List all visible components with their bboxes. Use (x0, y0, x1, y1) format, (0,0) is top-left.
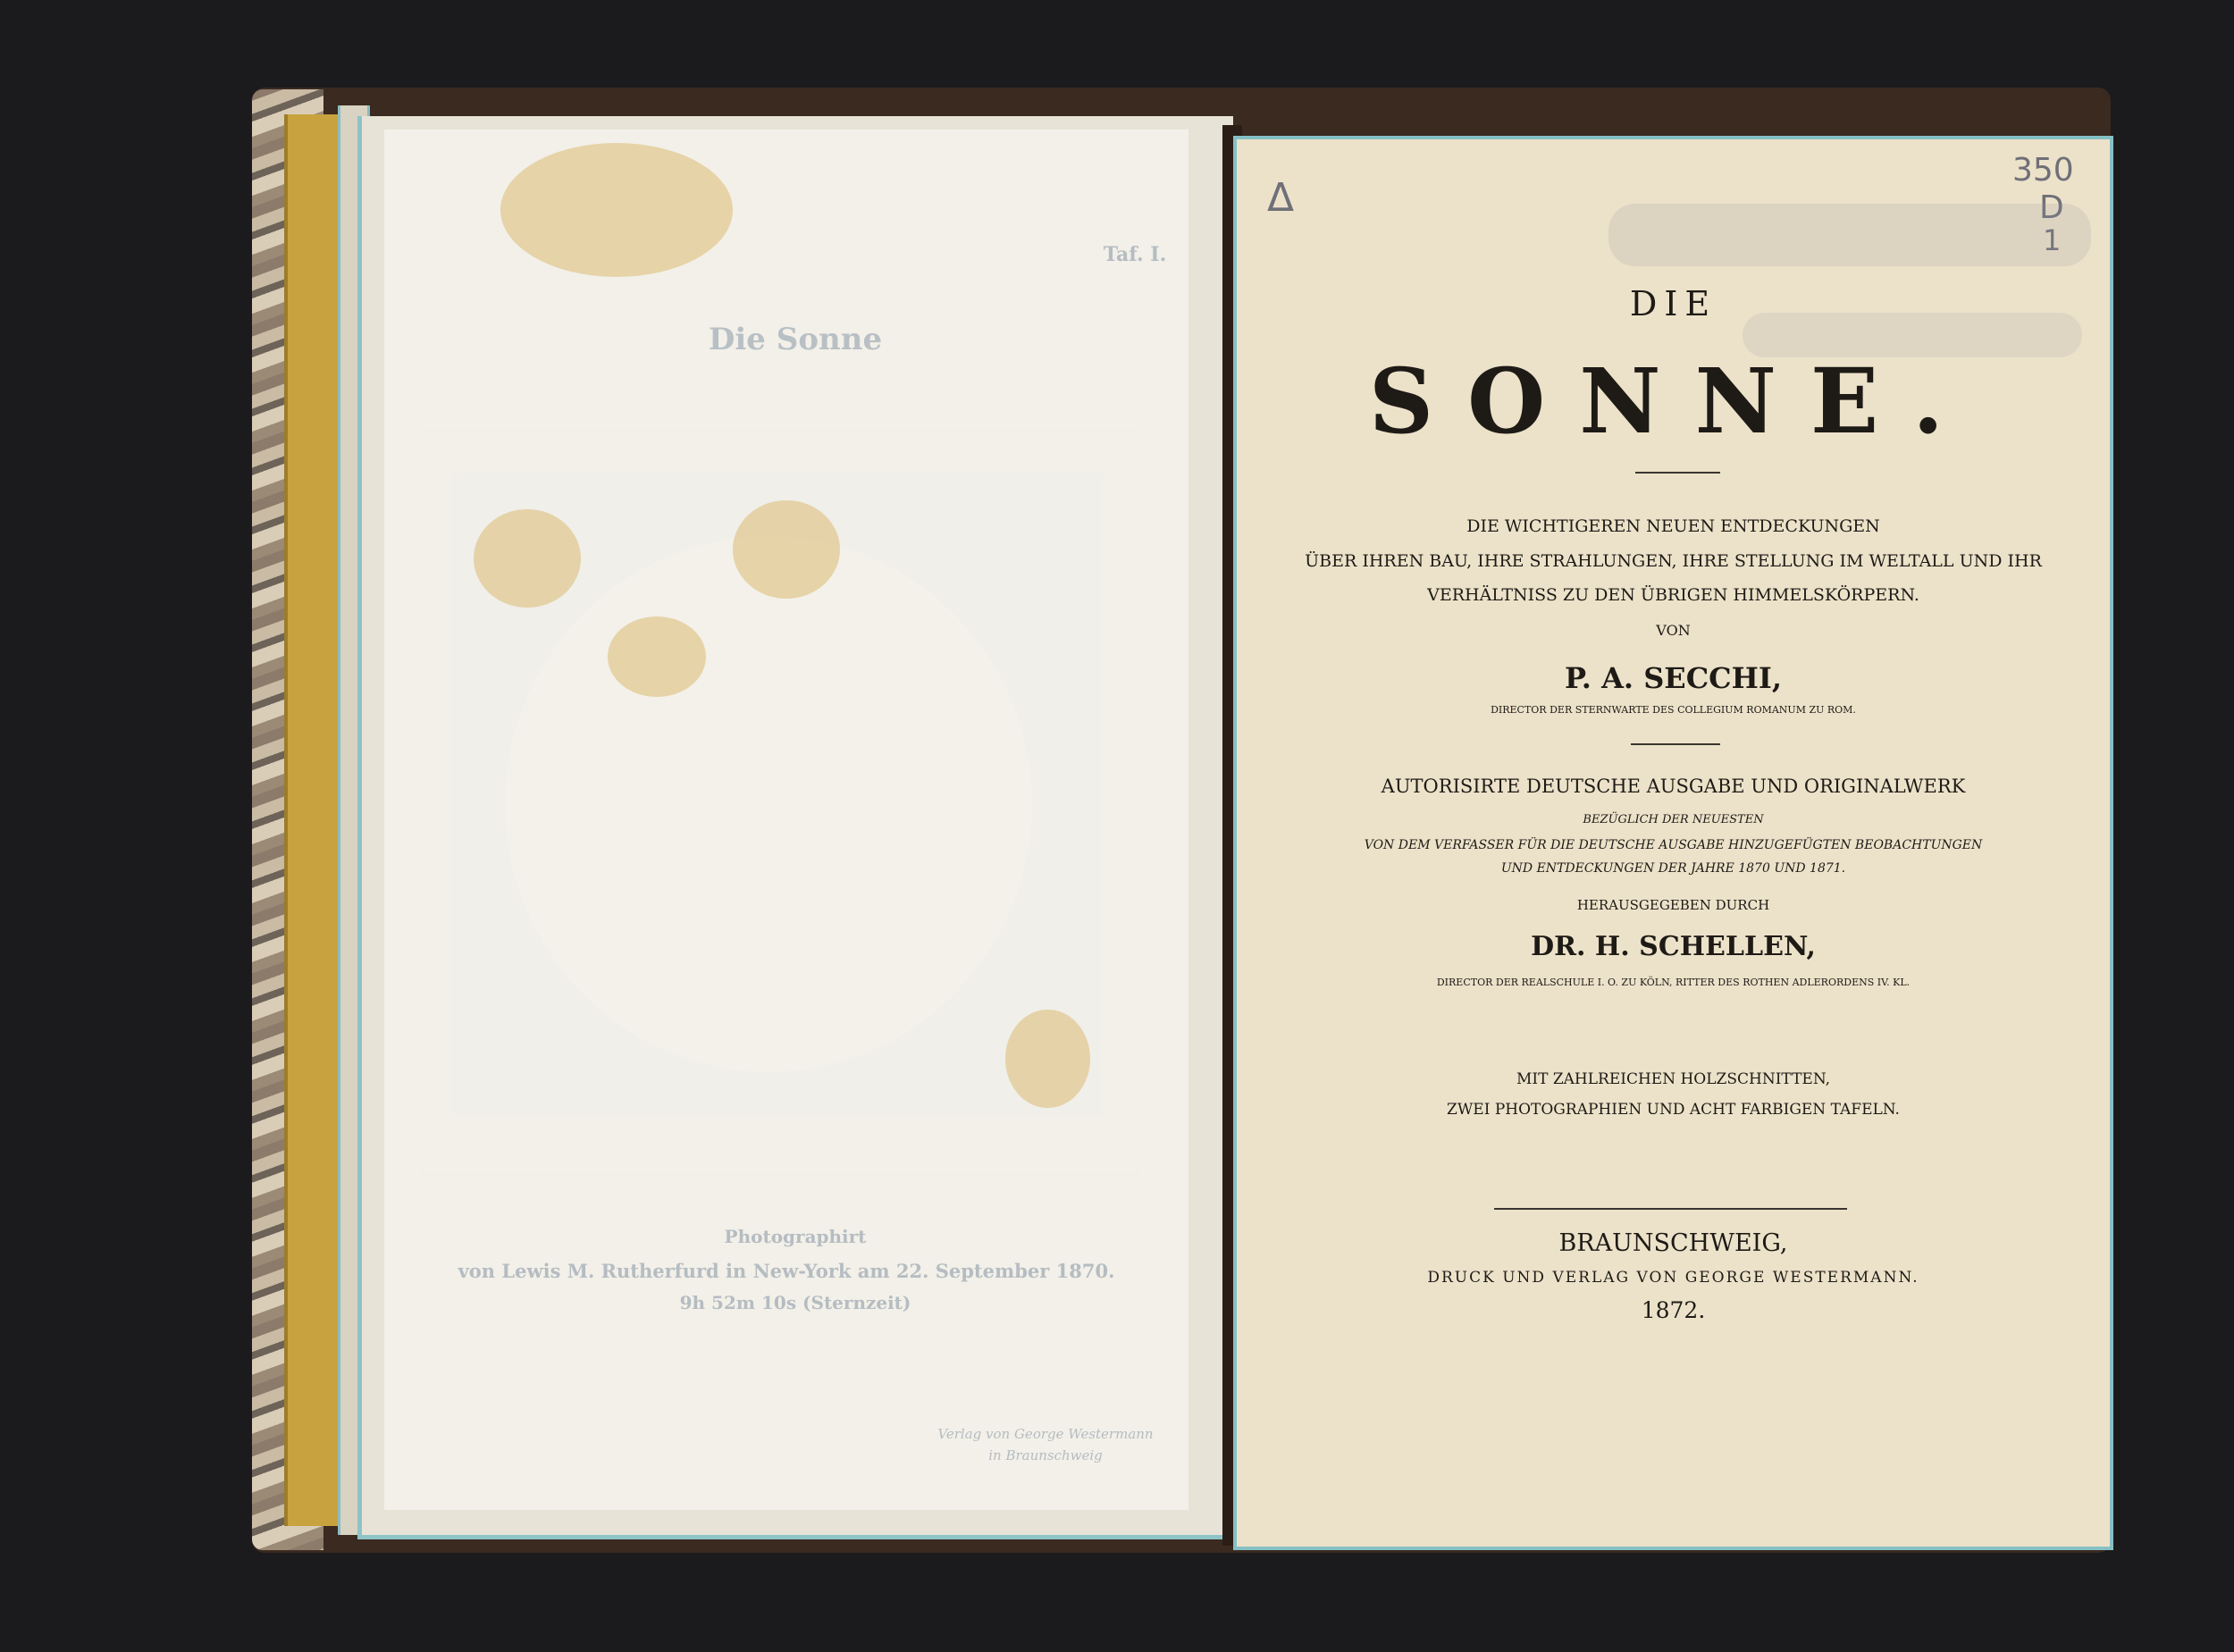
shelfmark-letter: D (2039, 189, 2064, 226)
illustrations-line-1: MIT ZAHLREICHEN HOLZSCHNITTEN, (1516, 1070, 1831, 1088)
von-label: VON (1656, 622, 1691, 639)
plate-caption-1: Photographirt (724, 1226, 867, 1247)
imprint-divider (1494, 1208, 1847, 1210)
title-die: DIE (1629, 284, 1717, 323)
plate-caption-2: von Lewis M. Rutherfurd in New-York am 22. September 1870. (458, 1260, 1115, 1282)
shelfmark-digit: 1 (2043, 223, 2062, 257)
subtitle-line-2: ÜBER IHREN BAU, IHRE STRAHLUNGEN, IHRE STELLUNG IM WELTALL UND IHR (1305, 551, 2042, 571)
imprint-publisher: DRUCK UND VERLAG VON GEORGE WESTERMANN. (1427, 1269, 1919, 1287)
plate-title: Die Sonne (708, 322, 883, 357)
edition-note-1: BEZÜGLICH DER NEUESTEN (1583, 813, 1764, 826)
title-sonne: SONNE. (1368, 348, 1978, 454)
author-divider (1631, 743, 1720, 745)
margin-mark: Δ (1267, 175, 1295, 221)
foxing-stain (733, 500, 840, 599)
edition-note-3: UND ENTDECKUNGEN DER JAHRE 1870 UND 1871. (1500, 861, 1846, 876)
editor-name: DR. H. SCHELLEN, (1531, 931, 1816, 962)
edition-note-2: VON DEM VERFASSER FÜR DIE DEUTSCHE AUSGABE HINZUGEFÜGTEN BEOBACHTUNGEN (1364, 838, 1983, 852)
plate-label: Taf. I. (1103, 243, 1167, 266)
shelfmark-number: 350 (2012, 152, 2074, 189)
illustrations-line-2: ZWEI PHOTOGRAPHIEN UND ACHT FARBIGEN TAFELN. (1447, 1101, 1900, 1119)
editor-role: DIRECTOR DER REALSCHULE I. O. ZU KÖLN, RITTER DES ROTHEN ADLERORDENS IV. KL. (1436, 977, 1911, 988)
edition-heading: AUTORISIRTE DEUTSCHE AUSGABE UND ORIGINALWERK (1381, 776, 1966, 797)
foxing-stain (500, 143, 733, 277)
subtitle-line-3: VERHÄLTNISS ZU DEN ÜBRIGEN HIMMELSKÖRPERN. (1427, 585, 1919, 605)
author-role: DIRECTOR DER STERNWARTE DES COLLEGIUM ROMANUM ZU ROM. (1491, 704, 1856, 716)
plate-imprint-2: in Braunschweig (988, 1447, 1103, 1463)
foxing-stain (474, 509, 581, 608)
author-name: P. A. SECCHI, (1565, 661, 1782, 695)
title-divider (1635, 472, 1720, 474)
plate-imprint-1: Verlag von George Westermann (937, 1426, 1154, 1442)
plate-caption-3: 9h 52m 10s (Sternzeit) (679, 1292, 911, 1313)
subtitle-line-1: DIE WICHTIGEREN NEUEN ENTDECKUNGEN (1466, 516, 1880, 536)
foxing-stain (1005, 1010, 1090, 1108)
foxing-stain (608, 616, 706, 697)
erased-inscription (1608, 204, 2091, 266)
imprint-city: BRAUNSCHWEIG, (1558, 1229, 1788, 1257)
imprint-year: 1872. (1641, 1297, 1706, 1323)
edited-by-label: HERAUSGEGEBEN DURCH (1576, 897, 1770, 913)
